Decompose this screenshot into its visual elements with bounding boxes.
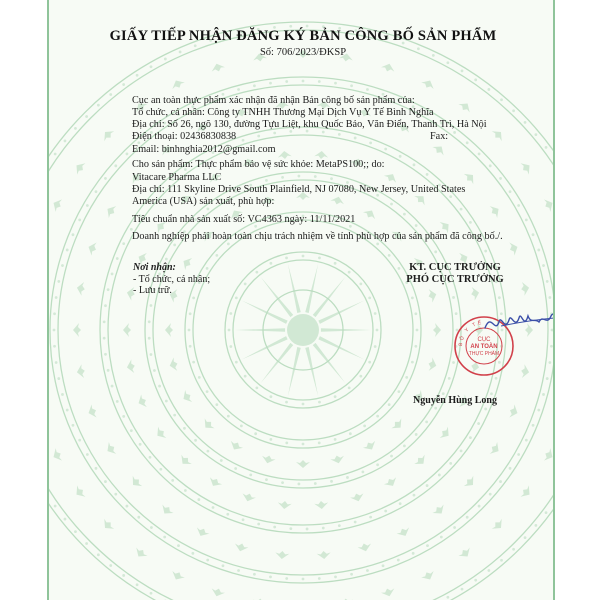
- signature-title-2: PHÓ CỤC TRƯỞNG: [406, 274, 504, 285]
- standard-line: Tiêu chuẩn nhà sản xuất số: VC4363 ngày: 11/11/2021: [132, 214, 356, 225]
- responsibility-line: Doanh nghiệp phải hoàn toàn chịu trách nhiệm về tính phù hợp của sản phẩm đã công bố./.: [132, 231, 503, 242]
- address-line: Địa chỉ: Số 26, ngõ 130, đường Tựu Liệt, khu Quốc Bảo, Văn Điển, Thanh Trì, Hà Nội: [132, 119, 487, 130]
- document-number: Số: 706/2023/ĐKSP: [259, 47, 347, 58]
- manufacturer-line: Vitacare Pharma LLC: [132, 172, 222, 183]
- handwritten-signature: [481, 304, 555, 338]
- manufacturer-address-line: Địa chỉ: 111 Skyline Drive South Plainfield, NJ 07080, New Jersey, United States: [132, 184, 466, 195]
- manufacturer-country-line: America (USA) sản xuất, phù hợp:: [132, 196, 275, 207]
- certificate-sheet: [47, 0, 555, 600]
- recipient-item: - Lưu trữ.: [133, 285, 172, 296]
- intro-line: Cục an toàn thực phẩm xác nhận đã nhận Bản công bố sản phẩm của:: [132, 95, 415, 106]
- email-line: Email: binhnghia2012@gmail.com: [132, 144, 276, 155]
- product-line: Cho sản phẩm: Thực phẩm bảo vệ sức khỏe: MetaPS100;; do:: [132, 159, 385, 170]
- recipient-item: - Tổ chức, cá nhân;: [133, 274, 211, 285]
- phone-text: Điện thoại: 02436830838: [132, 131, 237, 142]
- seal-center-bot: THỰC PHẨM: [468, 351, 500, 357]
- organization-line: Tổ chức, cá nhân: Công ty TNHH Thương Mại Dịch Vụ Y Tế Bình Nghĩa: [132, 107, 434, 118]
- recipients-title: Nơi nhận:: [133, 262, 176, 273]
- signer-name: Nguyễn Hùng Long: [413, 395, 497, 406]
- phone-line: [132, 131, 452, 143]
- fax-label: Fax:: [430, 131, 449, 142]
- seal-center-mid: AN TOÀN: [470, 344, 498, 350]
- document-title: GIẤY TIẾP NHẬN ĐĂNG KÝ BẢN CÔNG BỐ SẢN PHẨM: [109, 28, 497, 44]
- signature-title-1: KT. CỤC TRƯỞNG: [409, 262, 501, 273]
- seal-center-top: CỤC: [477, 337, 491, 343]
- seal-ring-text: BỘ Y TẾ: [457, 319, 484, 347]
